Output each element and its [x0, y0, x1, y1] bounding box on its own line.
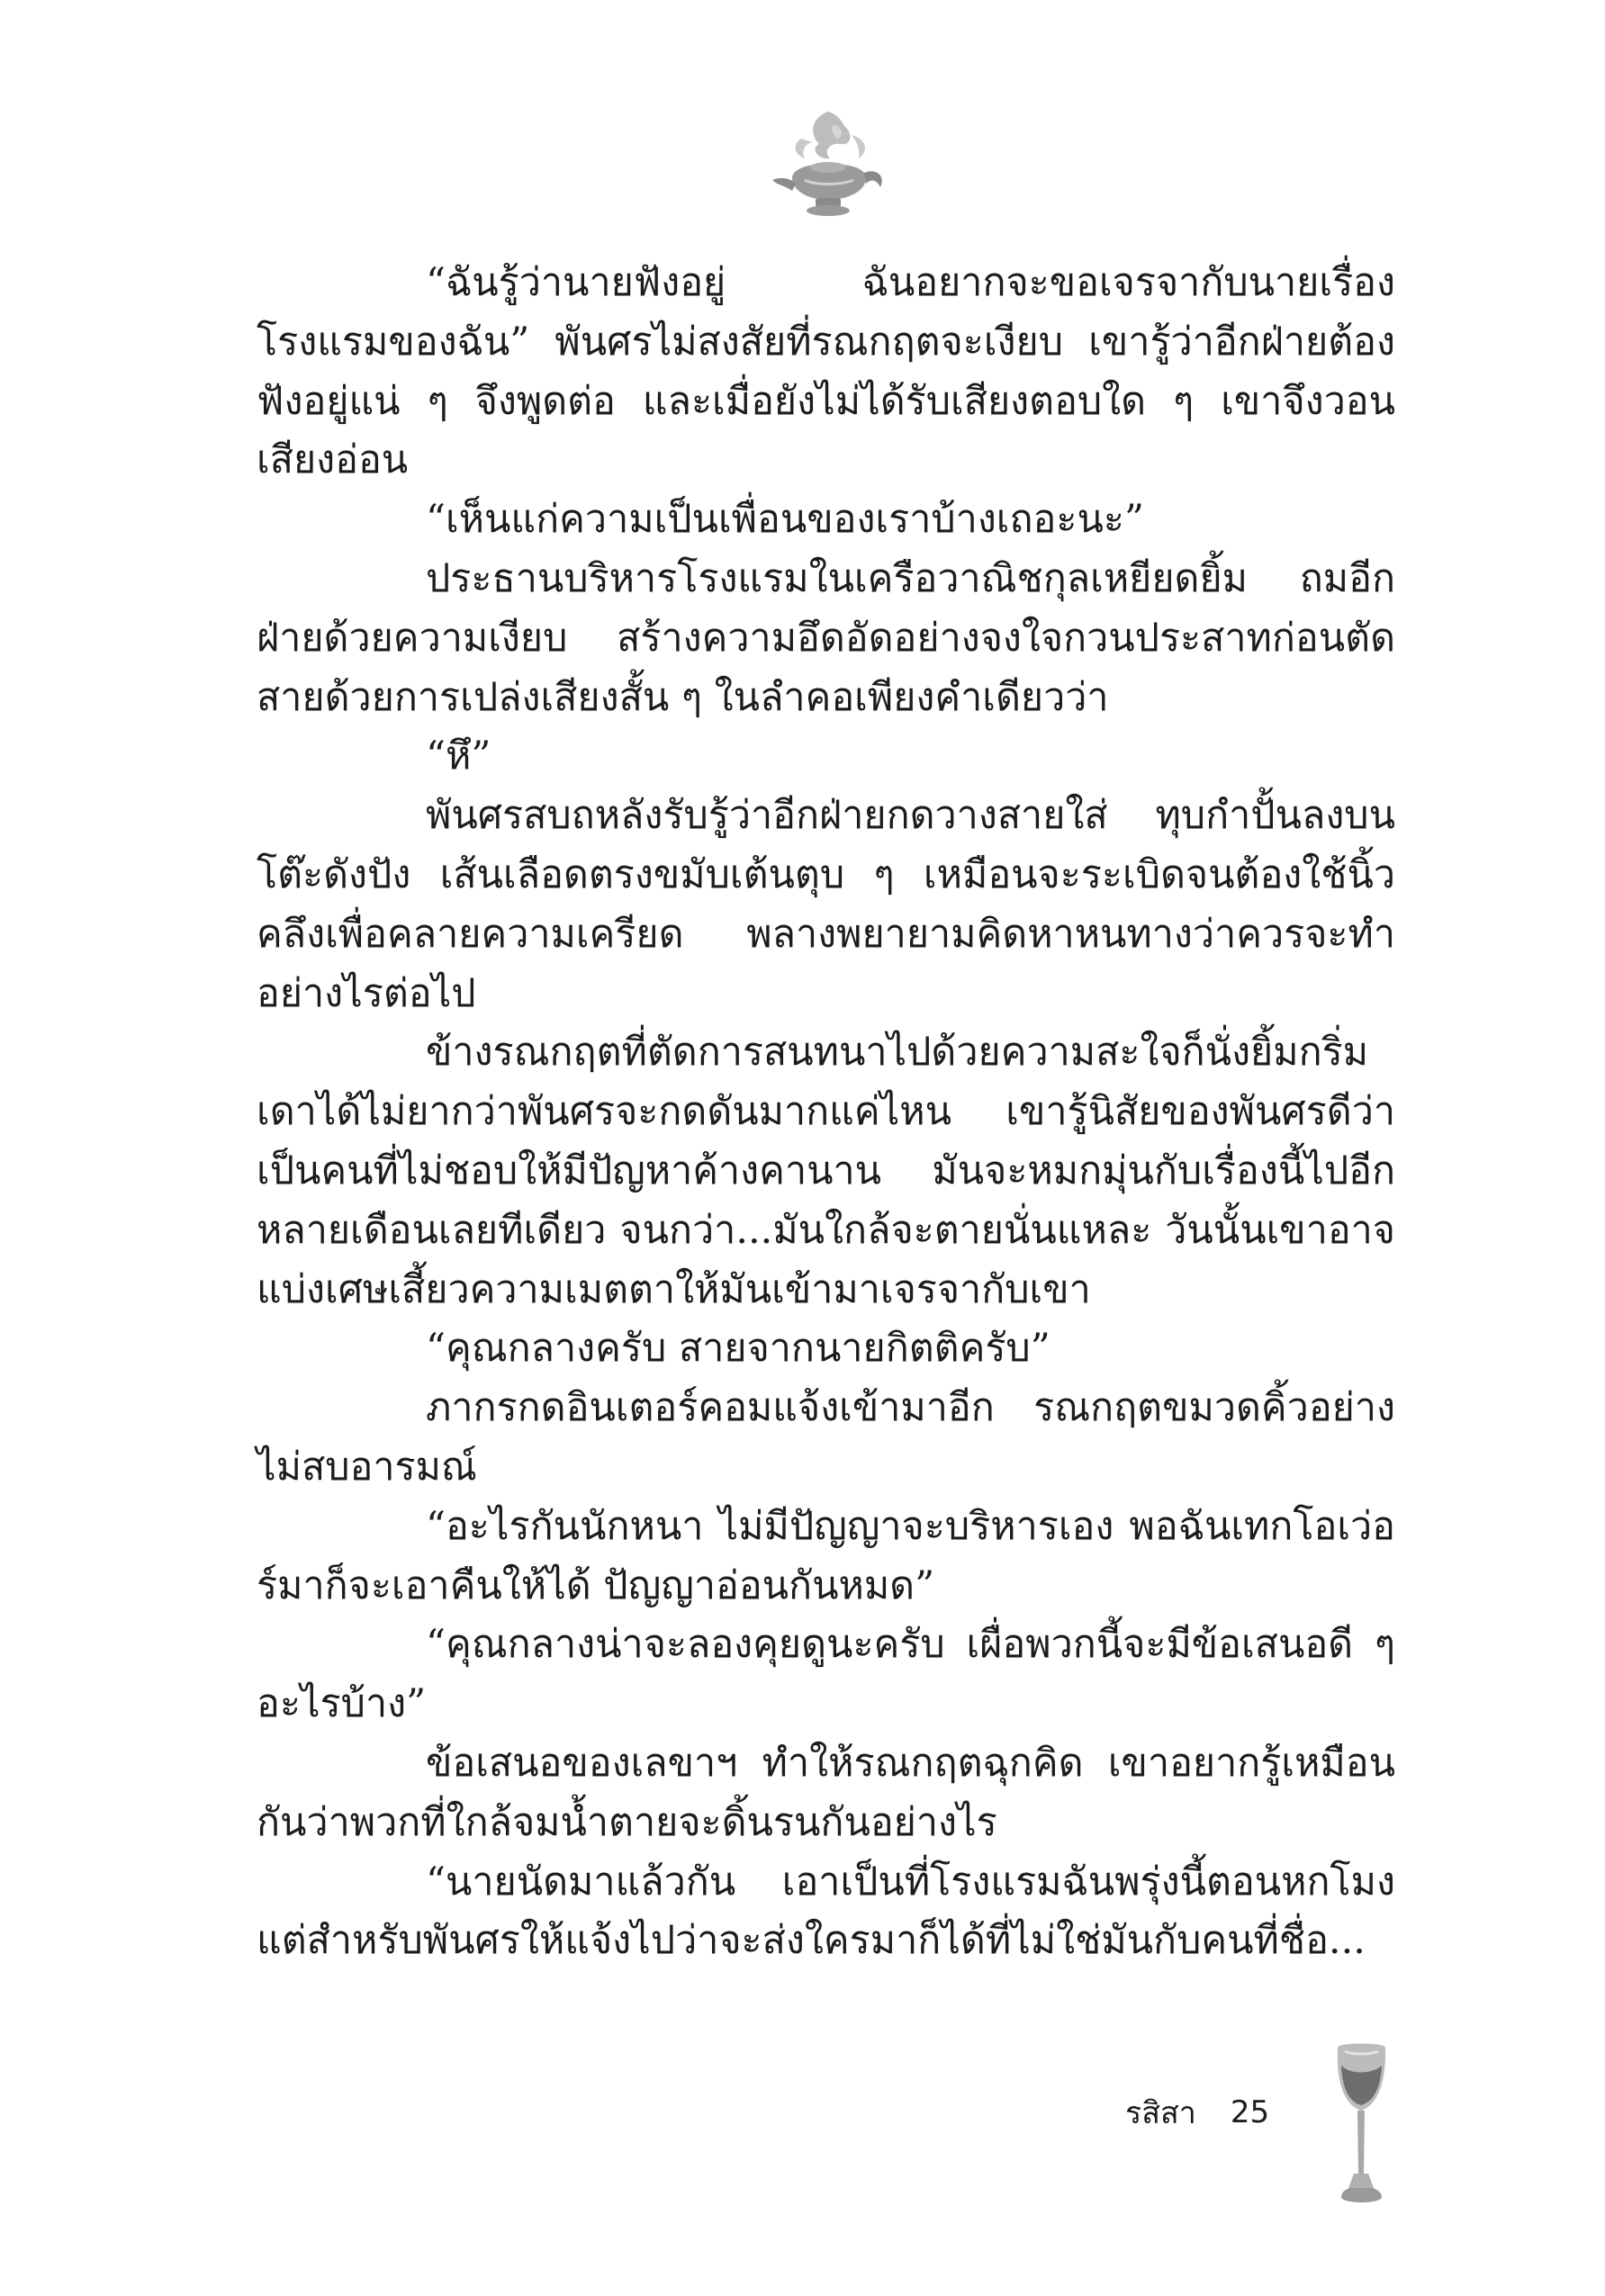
paragraph: “นายนัดมาแล้วกัน เอาเป็นที่โรงแรมฉันพรุ่งนี้ตอนหกโมงแต่สำหรับพันศรให้แจ้งไปว่าจะส่งใครมาก็ได้ที่ไม่ใช่มันกับคนที่ชื่อ... [257, 1859, 1395, 1964]
page-footer [1125, 2090, 1269, 2135]
paragraph: “คุณกลางครับ สายจากนายกิตติครับ” [426, 1326, 1050, 1372]
paragraph: “ฉันรู้ว่านายฟังอยู่ ฉันอยากจะขอเจรจากับนายเรื่องโรงแรมของฉัน” พันศรไม่สงสัยที่รณกฤตจะเงียบ เขารู้ว่าอีกฝ่ายต้องฟังอยู่แน่ ๆ จึงพูดต่อ และเมื่อยังไม่ได้รับเสียงตอบใด ๆ เขาจึงวอนเสียงอ่อน [257, 260, 1395, 483]
paragraph: ภากรกดอินเตอร์คอมแจ้งเข้ามาอีก รณกฤตขมวดคิ้วอย่างไม่สบอารมณ์ [257, 1385, 1395, 1490]
paragraph: ข้างรณกฤตที่ตัดการสนทนาไปด้วยความสะใจก็นั่งยิ้มกริ่มเดาได้ไม่ยากว่าพันศรจะกดดันมากแค่ไหน เขารู้นิสัยของพันศรดีว่าเป็นคนที่ไม่ชอบให้มีปัญหาค้างคานาน มันจะหมกมุ่นกับเรื่องนี้ไปอีกหลายเดือนเลยทีเดียว จนกว่า...มันใกล้จะตายนั่นแหละ วันนั้นเขาอาจแบ่งเศษเสี้ยวความเมตตาให้มันเข้ามาเจรจากับเขา [257, 1030, 1395, 1312]
paragraph: “อะไรกันนักหนา ไม่มีปัญญาจะบริหารเอง พอฉันเทกโอเว่อร์มาก็จะเอาคืนให้ได้ ปัญญาอ่อนกันหมด” [257, 1503, 1395, 1608]
paragraph: “หึ” [426, 734, 491, 779]
paragraph: พันศรสบถหลังรับรู้ว่าอีกฝ่ายกดวางสายใส่ ทุบกำปั้นลงบนโต๊ะดังปัง เส้นเลือดตรงขมับเต้นตุบ ๆ เหมือนจะระเบิดจนต้องใช้นิ้วคลึงเพื่อคลายความเครียด พลางพยายามคิดหาหนทางว่าควรจะทำอย่างไรต่อไป [257, 793, 1395, 1016]
genie-lamp-icon [765, 108, 891, 225]
paragraph: “คุณกลางน่าจะลองคุยดูนะครับ เผื่อพวกนี้จะมีข้อเสนอดี ๆ อะไรบ้าง” [257, 1622, 1395, 1727]
paragraph: “เห็นแก่ความเป็นเพื่อนของเราบ้างเถอะนะ” [426, 497, 1144, 543]
paragraph: ข้อเสนอของเลขาฯ ทำให้รณกฤตฉุกคิด เขาอยากรู้เหมือนกันว่าพวกที่ใกล้จมน้ำตายจะดิ้นรนกันอย่างไร [257, 1740, 1395, 1845]
page-number: 25 [1230, 2094, 1270, 2130]
story-text [257, 254, 1395, 1971]
book-title: รสิสา [1125, 2095, 1196, 2131]
paragraph: ประธานบริหารโรงแรมในเครือวาณิชกุลเหยียดยิ้ม ถมอีกฝ่ายด้วยความเงียบ สร้างความอึดอัดอย่างจงใจกวนประสาทก่อนตัดสายด้วยการเปล่งเสียงสั้น ๆ ในลำคอเพียงคำเดียวว่า [257, 555, 1395, 720]
goblet-icon [1332, 2039, 1391, 2210]
